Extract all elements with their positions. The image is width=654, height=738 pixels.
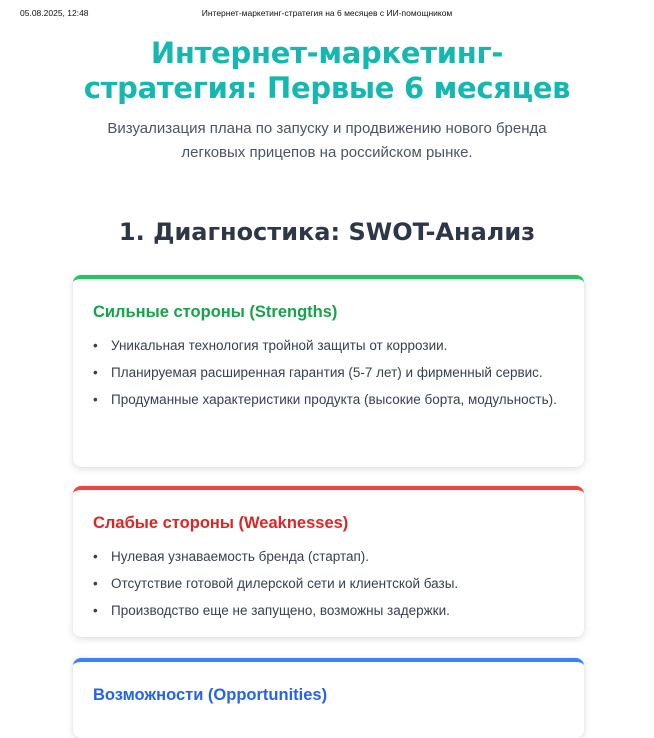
bullet-icon: • — [93, 365, 98, 380]
bullet-icon: • — [93, 338, 98, 353]
bullet-icon: • — [93, 603, 98, 618]
page-title — [0, 36, 654, 106]
bullet-icon: • — [93, 549, 98, 564]
print-document-title: Интернет-маркетинг-стратегия на 6 месяцев с ИИ-помощником — [201, 8, 453, 18]
bullet-icon: • — [93, 576, 98, 591]
list-item: • Продуманные характеристики продукта (высокие борта, модульность). — [93, 389, 564, 410]
page-title-line-2: стратегия: Первые 6 месяцев — [83, 71, 571, 105]
weaknesses-list — [93, 546, 564, 621]
list-item: • Нулевая узнаваемость бренда (стартап). — [93, 546, 564, 567]
page-subtitle: Визуализация плана по запуску и продвижению нового бренда легковых прицепов на российском рынке. — [107, 120, 547, 161]
page-title-line-1: Интернет-маркетинг- — [150, 36, 504, 70]
list-item: • Планируемая расширенная гарантия (5-7 лет) и фирменный сервис. — [93, 362, 564, 383]
weaknesses-card — [73, 486, 584, 637]
print-header — [0, 8, 654, 20]
list-item: • Производство еще не запущено, возможны задержки. — [93, 600, 564, 621]
weaknesses-heading: Слабые стороны (Weaknesses) — [93, 514, 349, 532]
list-item: • Уникальная технология тройной защиты от коррозии. — [93, 335, 564, 356]
strengths-heading: Сильные стороны (Strengths) — [93, 303, 338, 321]
opportunities-card — [73, 658, 584, 738]
section-title-swot: 1. Диагностика: SWOT-Анализ — [118, 218, 536, 246]
print-date: 05.08.2025, 12:48 — [20, 8, 89, 18]
strengths-card — [73, 275, 584, 467]
bullet-icon: • — [93, 392, 98, 407]
opportunities-heading: Возможности (Opportunities) — [93, 686, 328, 704]
strengths-list — [93, 335, 564, 410]
list-item: • Отсутствие готовой дилерской сети и клиентской базы. — [93, 573, 564, 594]
